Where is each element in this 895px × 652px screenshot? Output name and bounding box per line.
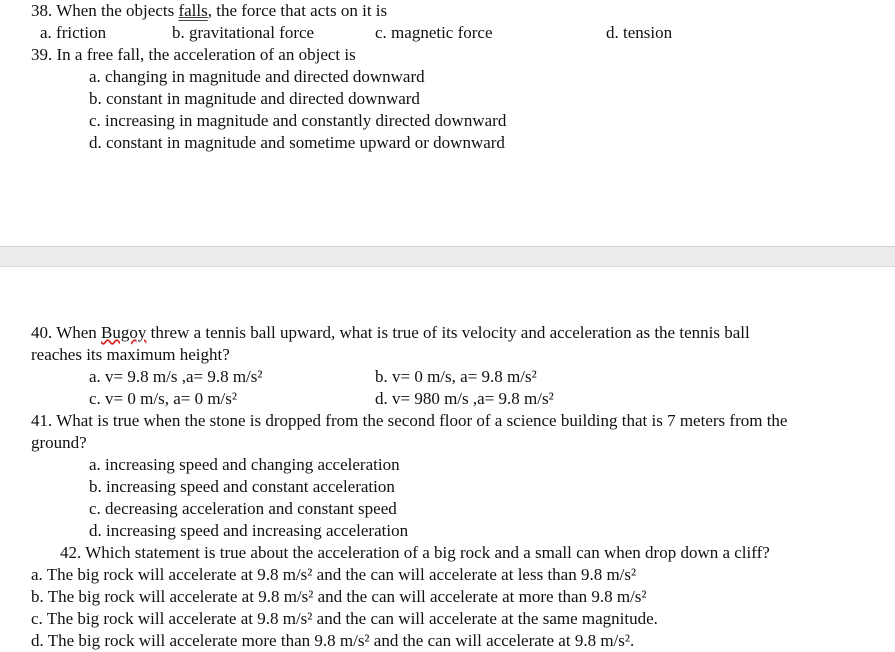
q40-stem-text: 40. When <box>31 323 102 342</box>
q38-option-d: d. tension <box>606 23 673 42</box>
q39-stem: 39. In a free fall, the acceleration of an object is <box>31 45 356 64</box>
q41-stem-line1: 41. What is true when the stone is dropped from the second floor of a science building that is 7 meters from the <box>31 411 788 430</box>
q38-stem <box>31 0 387 22</box>
page-break-separator <box>0 246 895 267</box>
q42-option-c: c. The big rock will accelerate at 9.8 m/s² and the can will accelerate at the same magnitude. <box>31 609 658 628</box>
q39-option-c: c. increasing in magnitude and constantly directed downward <box>89 111 507 130</box>
q38-option-a: a. friction <box>40 23 107 42</box>
q40-stem-text-end: threw a tennis ball upward, what is true of its velocity and acceleration as the tennis ball <box>146 323 750 342</box>
q38-stem-text: 38. When the objects <box>31 1 179 20</box>
q42-option-a: a. The big rock will accelerate at 9.8 m/s² and the can will accelerate at less than 9.8 m/s² <box>31 565 637 584</box>
q39-option-d: d. constant in magnitude and sometime upward or downward <box>89 133 505 152</box>
q41-option-c: c. decreasing acceleration and constant speed <box>89 499 397 518</box>
q40-option-a: a. v= 9.8 m/s ,a= 9.8 m/s² <box>89 367 263 386</box>
q41-option-a: a. increasing speed and changing acceleration <box>89 455 400 474</box>
q42-option-b: b. The big rock will accelerate at 9.8 m/s² and the can will accelerate at more than 9.8 m/s² <box>31 587 647 606</box>
q41-stem-line2: ground? <box>31 433 87 452</box>
q38-option-b: b. gravitational force <box>172 23 315 42</box>
q40-option-d: d. v= 980 m/s ,a= 9.8 m/s² <box>375 389 554 408</box>
q38-stem-text-end: , the force that acts on it is <box>207 1 388 20</box>
q38-stem-underlined: falls <box>178 1 208 20</box>
q42-stem: 42. Which statement is true about the acceleration of a big rock and a small can when drop down a cliff? <box>60 543 770 562</box>
q41-option-b: b. increasing speed and constant acceleration <box>89 477 395 496</box>
q41-option-d: d. increasing speed and increasing acceleration <box>89 521 409 540</box>
q38-option-c: c. magnetic force <box>375 23 493 42</box>
q40-stem-line2: reaches its maximum height? <box>31 345 230 364</box>
q42-option-d: d. The big rock will accelerate more than 9.8 m/s² and the can will accelerate at 9.8 m/s². <box>31 631 635 650</box>
q39-option-b: b. constant in magnitude and directed downward <box>89 89 420 108</box>
q40-name-spellcheck: Bugoy <box>101 323 147 342</box>
q40-option-b: b. v= 0 m/s, a= 9.8 m/s² <box>375 367 537 386</box>
q39-option-a: a. changing in magnitude and directed downward <box>89 67 425 86</box>
q40-option-c: c. v= 0 m/s, a= 0 m/s² <box>89 389 237 408</box>
q40-stem-line1 <box>31 322 750 344</box>
